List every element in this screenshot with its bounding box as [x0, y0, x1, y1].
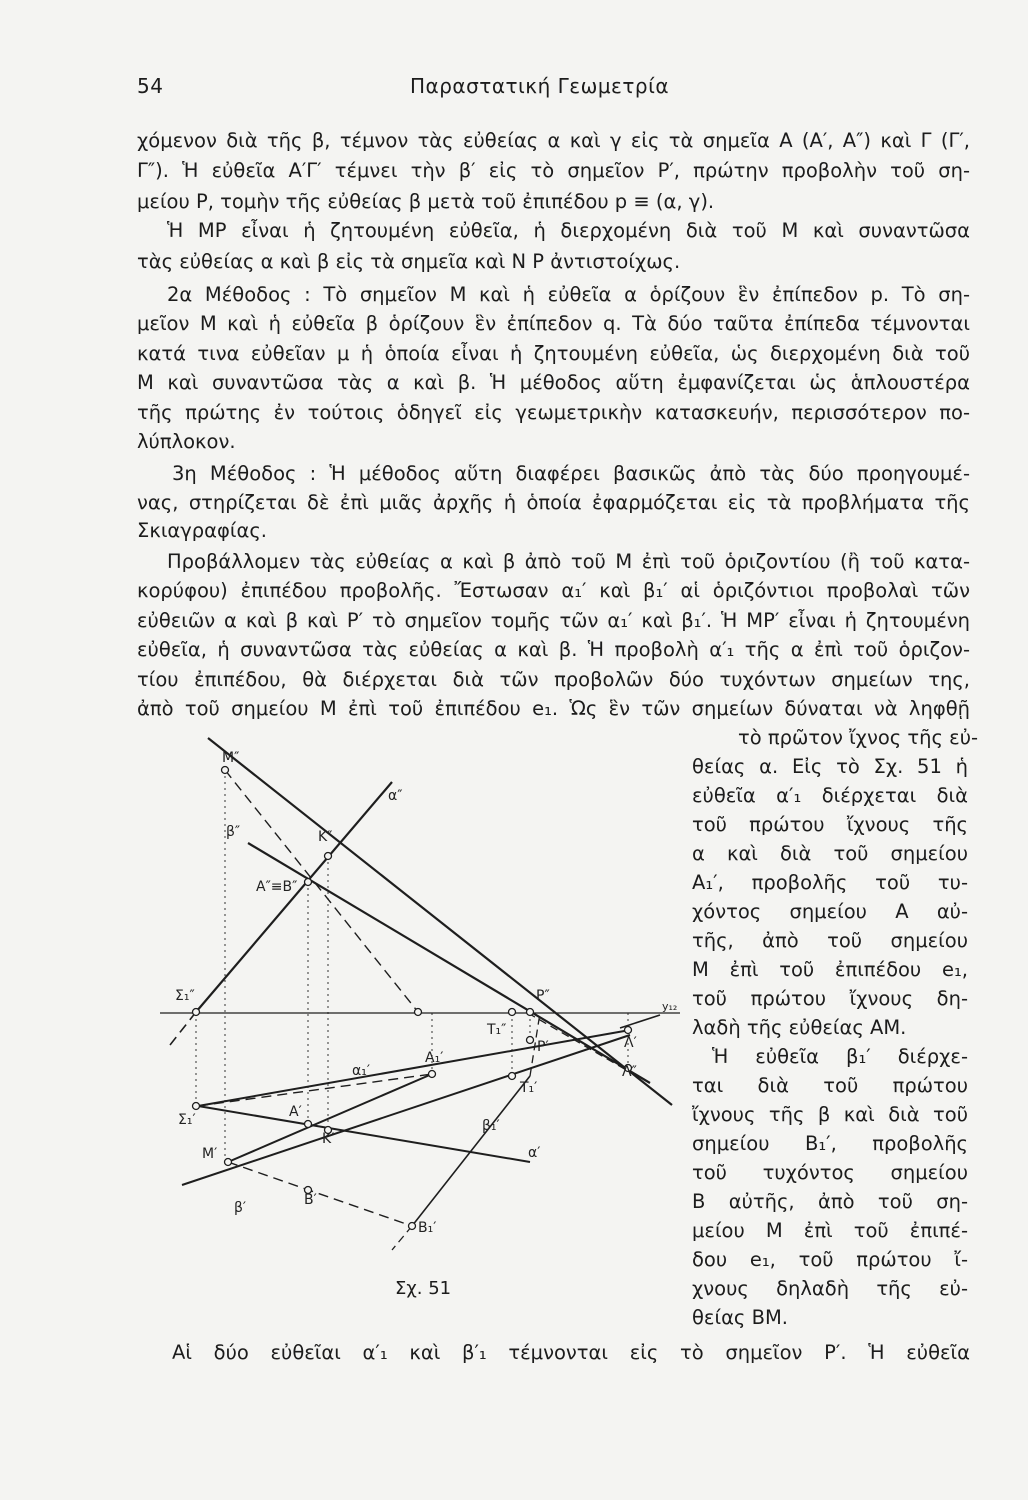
label-AB2: A″≡B″	[256, 879, 298, 895]
label-P1: P′	[537, 1039, 549, 1055]
wrap-line: A₁′, προβολῆς τοῦ τυ-	[692, 871, 968, 894]
wrap-line: M ἐπὶ τοῦ ἐπιπέδου e₁,	[692, 958, 968, 981]
label-B11: B₁′	[418, 1220, 437, 1236]
label-S1: Σ₁′	[178, 1112, 196, 1128]
label-P2: P″	[536, 988, 550, 1004]
text-line: νας, στηρίζεται δὲ ἐπὶ μιᾶς ἀρχῆς ἡ ὁποία ἐφαρμόζεται εἰς τὰ προβλήματα τῆς	[137, 491, 970, 514]
label-A1: A′	[289, 1104, 302, 1120]
line-M-A-double-dashed	[225, 770, 418, 1012]
text-line: τῆς πρώτης ἐν τούτοις ὁδηγεῖ εἰς γεωμετρικὴν κατασκευήν, περισσότερον πο-	[137, 401, 970, 424]
text-line: ἀπὸ τοῦ σημείου M ἐπὶ τοῦ ἐπιπέδου e₁. Ὡς ἓν τῶν σημείων δύναται νὰ ληφθῇ	[137, 697, 970, 720]
wrap-line: B αὐτῆς, ἀπὸ τοῦ ση-	[692, 1190, 968, 1213]
label-beta2: β″	[226, 824, 241, 840]
line-beta-prime	[182, 1035, 630, 1185]
wrap-line: μείου M ἐπὶ τοῦ ἐπιπέ-	[692, 1219, 968, 1242]
wrap-line: θείας α. Εἰς τὸ Σχ. 51 ἡ	[692, 755, 968, 778]
text-line: Αἱ δύο εὐθεῖαι α′₁ καὶ β′₁ τέμνονται εἰς τὸ σημεῖον P′. Ἡ εὐθεῖα	[172, 1341, 970, 1364]
text-line: κατά τινα εὐθεῖαν μ ἡ ὁποία εἶναι ἡ ζητουμένη εὐθεῖα, ὡς διερχομένη διὰ τοῦ	[137, 342, 970, 365]
label-b1: β′	[234, 1200, 247, 1216]
running-title: Παραστατική Γεωμετρία	[410, 74, 670, 98]
text-line: λύπλοκον.	[137, 430, 236, 453]
label-K1: K′	[322, 1131, 335, 1147]
wrap-line: σημείου B₁′, προβολῆς	[692, 1132, 968, 1155]
wrap-line: χόντος σημείου A αὐ-	[692, 900, 968, 923]
line-beta11	[412, 1076, 530, 1226]
wrap-line: α καὶ διὰ τοῦ σημείου	[692, 842, 968, 865]
line-alpha-double-ext	[170, 1012, 196, 1045]
text-line: Προβάλλομεν τὰς εὐθείας α καὶ β ἀπὸ τοῦ M ἐπὶ τοῦ ὁριζοντίου (ἢ τοῦ κατα-	[167, 550, 970, 573]
text-line: εὐθειῶν α καὶ β καὶ P′ τὸ σημεῖον τομῆς τῶν α₁′ καὶ β₁′. Ἡ MP′ εἶναι ἡ ζητουμένη	[137, 609, 970, 632]
wrap-line: θείας BM.	[692, 1306, 788, 1329]
text-line: 3η Μέθοδος : Ἡ μέθοδος αὕτη διαφέρει βασικῶς ἀπὸ τὰς δύο προηγουμέ-	[172, 462, 970, 485]
wrap-line: ται διὰ τοῦ πρώτου	[692, 1074, 968, 1097]
label-a11: α₁′	[352, 1063, 371, 1079]
text-line: M καὶ συναντῶσα τὰς α καὶ β. Ἡ μέθοδος αὕτη ἐμφανίζεται ὡς ἁπλουστέρα	[137, 371, 970, 394]
label-a1: α′	[528, 1145, 541, 1161]
label-L2: Λ″	[622, 1064, 637, 1080]
wrap-line: τοῦ πρώτου ἴχνους δη-	[692, 987, 968, 1010]
line-beta11-ext	[392, 1226, 412, 1250]
wrap-line: τοῦ τυχόντος σημείου	[692, 1161, 968, 1184]
text-line: κορύφου) ἐπιπέδου προβολῆς. Ἔστωσαν α₁′ καὶ β₁′ αἱ ὁριζόντιοι προβολαὶ τῶν	[137, 579, 970, 602]
label-S2: Σ₁″	[175, 988, 195, 1004]
page-number: 54	[137, 74, 164, 98]
wrap-line: χνους δηλαδὴ τῆς εὐ-	[692, 1277, 968, 1300]
text-line: Γ″). Ἡ εὐθεῖα A′Γ′ τέμνει τὴν β′ εἰς τὸ σημεῖον P′, πρώτην προβολὴν τοῦ ση-	[137, 159, 970, 182]
projection-lines	[196, 770, 628, 1162]
geometry-figure	[160, 725, 680, 1265]
text-line: Σκιαγραφίας.	[137, 519, 267, 542]
text-line: μείου P, τομὴν τῆς εὐθείας β μετὰ τοῦ ἐπιπέδου p ≡ (α, γ).	[137, 190, 715, 213]
wrap-line: τῆς, ἀπὸ τοῦ σημείου	[692, 929, 968, 952]
label-b11: β₁′	[482, 1118, 500, 1134]
wrap-line: δου e₁, τοῦ πρώτου ἴ-	[692, 1248, 968, 1271]
label-T1: T₁′	[520, 1080, 538, 1096]
label-alpha2: α″	[388, 788, 403, 804]
text-line: Ἡ MP εἶναι ἡ ζητουμένη εὐθεῖα, ἡ διερχομένη διὰ τοῦ M καὶ συναντῶσα	[167, 219, 970, 242]
line-M-P-prime	[198, 1030, 630, 1106]
label-A11: A₁′	[425, 1050, 444, 1066]
text-line: εὐθεῖα, ἡ συναντῶσα τὰς εὐθείας α καὶ β. Ἡ προβολὴ α′₁ τῆς α ἐπὶ τοῦ ὁριζον-	[137, 638, 970, 661]
label-y12: y₁₂	[662, 1000, 678, 1013]
text-line: χόμενον διὰ τῆς β, τέμνον τὰς εὐθείας α καὶ γ εἰς τὰ σημεῖα A (A′, A″) καὶ Γ (Γ′,	[137, 129, 970, 152]
text-line: τίου ἐπιπέδου, θὰ διέρχεται διὰ τῶν προβολῶν δύο τυχόντων σημείων της,	[137, 668, 970, 691]
label-B1: B′	[304, 1192, 317, 1208]
wrap-line: λαδὴ τῆς εὐθείας AM.	[692, 1016, 907, 1039]
figure-caption: Σχ. 51	[395, 1278, 452, 1299]
label-K2: K″	[318, 829, 333, 845]
text-line: τὰς εὐθείας α καὶ β εἰς τὰ σημεῖα καὶ N P ἀντιστοίχως.	[137, 250, 681, 273]
label-M2: M″	[222, 750, 240, 766]
wrap-line: τὸ πρῶτον ἴχνος τῆς εὐ-	[738, 726, 979, 749]
label-T2: T₁″	[487, 1022, 507, 1038]
line-lambda-arrow	[620, 1015, 660, 1028]
wrap-line: Ἡ εὐθεῖα β₁′ διέρχε-	[712, 1045, 968, 1068]
line-M-B11-dashed	[228, 1162, 412, 1226]
text-line: 2α Μέθοδος : Τὸ σημεῖον M καὶ ἡ εὐθεῖα α ὁρίζουν ἓν ἐπίπεδον p. Τὸ ση-	[167, 283, 970, 306]
label-M1: M′	[202, 1146, 218, 1162]
label-L1: Λ′	[624, 1035, 637, 1051]
text-line: μεῖον M καὶ ἡ εὐθεῖα β ὁρίζουν ἓν ἐπίπεδον q. Τὰ δύο ταῦτα ἐπίπεδα τέμνονται	[137, 312, 970, 335]
line-alpha11	[228, 1074, 432, 1162]
wrap-line: τοῦ πρώτου ἴχνους τῆς	[692, 813, 968, 836]
wrap-line: ἴχνους τῆς β καὶ διὰ τοῦ	[692, 1103, 968, 1126]
wrap-line: εὐθεῖα α′₁ διέρχεται διὰ	[692, 784, 968, 807]
